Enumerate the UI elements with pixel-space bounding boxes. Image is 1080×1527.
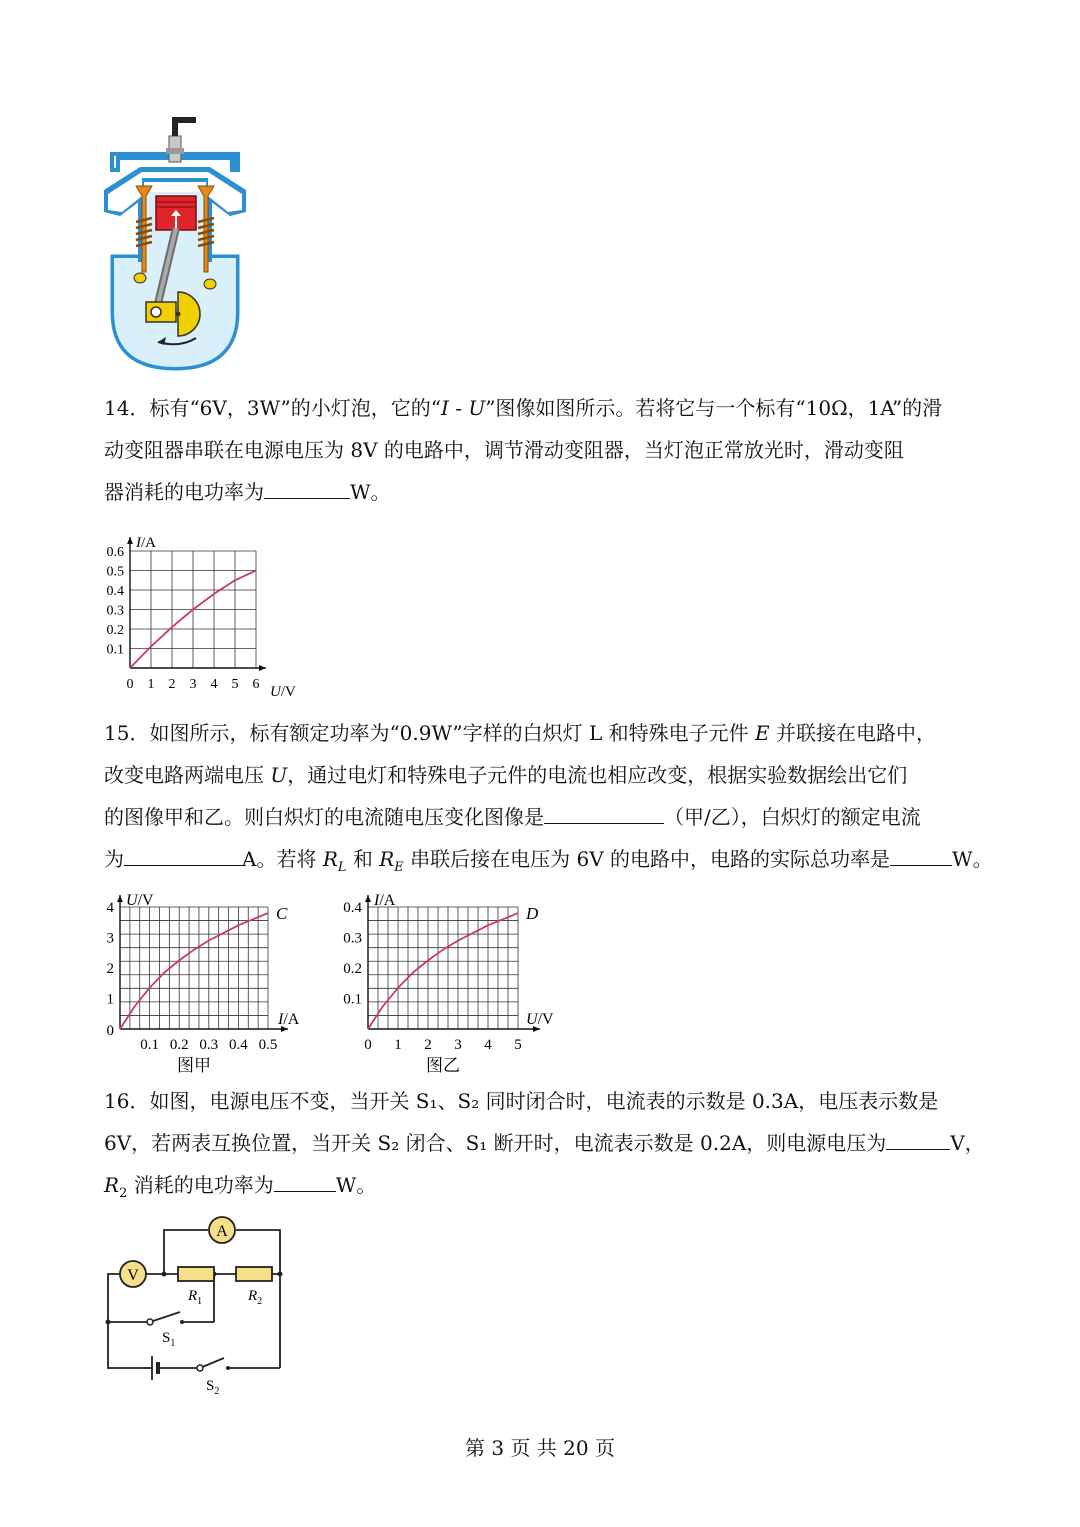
x-tick-label: 3 (454, 1037, 462, 1053)
q15-answer-blank-1[interactable] (544, 799, 664, 824)
q15-answer-blank-3[interactable] (890, 841, 952, 866)
circuit-diagram (100, 1212, 300, 1402)
grid (368, 907, 518, 1029)
x-tick-label: 1 (147, 677, 155, 692)
series-curve (368, 913, 518, 1029)
x-tick-label: 0.1 (140, 1037, 159, 1053)
x-axis-label: I/A (278, 1011, 300, 1028)
label-s2: $S_2$ (206, 1378, 220, 1397)
question-14 (104, 387, 1004, 513)
svg-text:V: V (127, 1267, 139, 1284)
y-tick-label: 0 (106, 1023, 114, 1039)
x-tick-label: 4 (484, 1037, 492, 1053)
x-axis-arrow (259, 665, 266, 671)
y-axis-label: I/A (374, 892, 396, 909)
label-s1: $S_1$ (162, 1330, 176, 1349)
q15-line-3: 的图像甲和乙。则白炽灯的电流随电压变化图像是 （甲/乙），白炽灯的额定电流 (104, 796, 1004, 838)
q16-answer-blank-1[interactable] (886, 1125, 950, 1150)
y-axis-arrow (127, 537, 133, 544)
x-tick-label: 3 (189, 677, 197, 692)
x-tick-label: 0.3 (199, 1037, 219, 1053)
x-axis-label: U/V (526, 1011, 554, 1028)
x-tick-label: 5 (514, 1037, 522, 1053)
label-r1: $R_1$ (188, 1288, 203, 1307)
question-15 (104, 712, 1004, 889)
label-r2: $R_2$ (248, 1288, 263, 1307)
y-tick-label: 0.1 (106, 642, 124, 658)
engine-diagram (100, 112, 250, 374)
series-label: D (526, 904, 539, 924)
q15-line-4: 为 A。若将 $R_L$ 和 $R_E$ 串联后接在电压为 6V 的电路中，电路的实际总功率是 W。 (104, 838, 1004, 889)
chart-q14-iu (98, 520, 308, 702)
q16-number: 16． (104, 1089, 150, 1113)
q15-number: 15． (104, 721, 150, 745)
y-tick-label: 0.1 (343, 991, 362, 1008)
q14-number: 14． (104, 396, 150, 420)
x-tick-label: 5 (231, 677, 239, 692)
series-curve (120, 913, 268, 1029)
svg-text:A: A (216, 1223, 228, 1240)
resistor-r2 (236, 1267, 272, 1281)
y-tick-label: 0.2 (106, 623, 124, 638)
iu-label: I - U (440, 396, 486, 420)
x-tick-label: 4 (210, 677, 218, 692)
series-label: C (276, 904, 288, 924)
y-tick-label: 0.2 (343, 961, 362, 977)
x-tick-label: 2 (168, 677, 176, 692)
x-tick-label: 0.2 (169, 1037, 189, 1053)
x-tick-label: 0 (126, 677, 134, 692)
y-tick-label: 0.4 (106, 584, 124, 599)
y-axis-label: I/A (136, 535, 156, 551)
q14-line-1: 14．标有“6V，3W”的小灯泡，它的“I - U”图像如图所示。若将它与一个标有“10Ω，1A”的滑 (104, 396, 943, 420)
chart-jia (98, 882, 316, 1078)
q15-line-2: 改变电路两端电压 U，通过电灯和特殊电子元件的电流也相应改变，根据实验数据绘出它们 (104, 763, 908, 787)
q14-line-3: 器消耗的电功率为 W。 (104, 471, 1004, 513)
chart-caption: 图乙 (426, 1056, 460, 1075)
y-axis-label: U/V (126, 892, 154, 909)
q15-answer-blank-2[interactable] (124, 841, 242, 866)
q14-line-2: 动变阻器串联在电源电压为 8V 的电路中，调节滑动变阻器，当灯泡正常放光时，滑动变阻 (104, 438, 904, 462)
grid (120, 907, 268, 1029)
q14-answer-blank[interactable] (264, 474, 350, 499)
q15-line-1: 15．如图所示，标有额定功率为“0.9W”字样的白炽灯 L 和特殊电子元件 E 并联接在电路中， (104, 721, 936, 745)
y-axis-arrow (117, 895, 123, 902)
x-axis-label: U/V (270, 684, 296, 700)
page-footer: 第 3 页 共 20 页 (465, 1436, 615, 1460)
question-16 (104, 1080, 1004, 1215)
y-tick-label: 1 (106, 991, 114, 1008)
y-tick-label: 0.3 (106, 603, 124, 619)
chart-caption: 图甲 (177, 1056, 211, 1075)
y-tick-label: 0.6 (106, 545, 124, 560)
y-axis-arrow (365, 895, 371, 902)
y-tick-label: 3 (106, 930, 114, 947)
y-tick-label: 2 (106, 961, 114, 977)
chart-yi (330, 882, 562, 1078)
q16-line-3: $R_2$ 消耗的电功率为 W。 (104, 1164, 1004, 1215)
x-tick-label: 1 (394, 1037, 402, 1053)
q16-line-1: 16．如图，电源电压不变，当开关 S₁、S₂ 同时闭合时，电流表的示数是 0.3A，电压表示数是 (104, 1089, 939, 1113)
q16-line-2: 6V，若两表互换位置，当开关 S₂ 闭合、S₁ 断开时，电流表示数是 0.2A，则电源电压为 V， (104, 1122, 1004, 1164)
x-tick-label: 0 (364, 1037, 372, 1053)
x-tick-label: 0.4 (229, 1037, 248, 1053)
resistor-r1 (178, 1267, 214, 1281)
q16-answer-blank-2[interactable] (274, 1167, 336, 1192)
x-tick-label: 0.5 (258, 1037, 278, 1053)
x-tick-label: 2 (424, 1037, 432, 1053)
y-tick-label: 4 (106, 900, 114, 916)
y-tick-label: 0.5 (106, 564, 124, 580)
y-tick-label: 0.4 (343, 900, 362, 916)
y-tick-label: 0.3 (343, 930, 362, 947)
x-tick-label: 6 (252, 677, 260, 692)
